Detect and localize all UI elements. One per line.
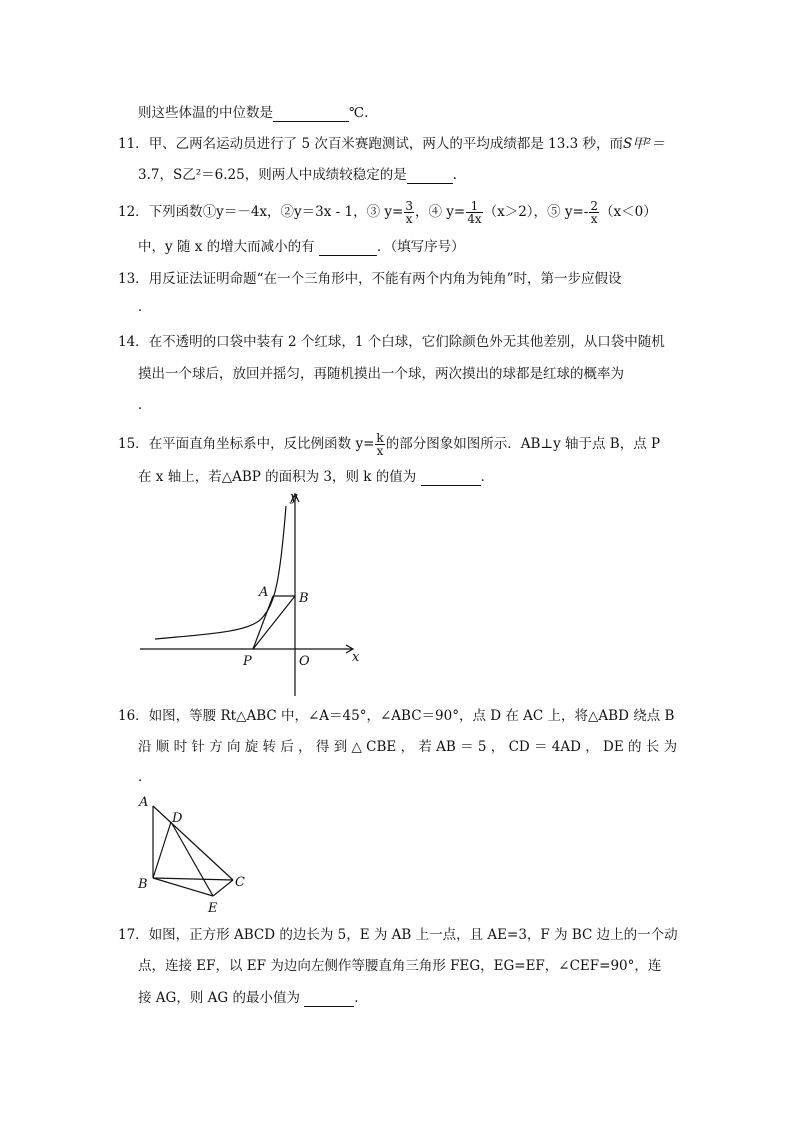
q15-line2 [138, 468, 494, 486]
q11-variance-jia: S甲²＝ [623, 136, 665, 152]
q15-fraction [375, 432, 384, 457]
q10-text: 则这些体温的中位数是 [138, 105, 273, 121]
q16-line3 [138, 768, 152, 786]
q12-f4-denominator: 4x [467, 212, 482, 226]
q15-label-A: A [259, 585, 269, 600]
q15-label-O: O [299, 654, 310, 669]
q17-line2 [138, 957, 661, 975]
q13-line1 [118, 270, 622, 288]
q14-text2: 摸出一个球后，放回并摇匀，再随机摸出一个球，两次摸出的球都是红球的概率为 [138, 366, 624, 382]
q12-f4-fraction [466, 200, 482, 225]
q14-line2 [138, 365, 624, 383]
q12-line2 [138, 238, 465, 256]
q16-segment-AC [153, 806, 233, 880]
q12-line2-text: 中，y 随 x 的增大而减小的有 [138, 239, 315, 255]
q11-line2 [138, 166, 466, 184]
q11-answer-blank[interactable] [407, 169, 453, 184]
q12-f4-label: ，④ y= [414, 204, 466, 220]
q15-numerator: k [376, 431, 384, 445]
q17-text: 如图，正方形 ABCD 的边长为 5，E 为 AB 上一点，且 AE=3，F 为 BC 边上的一个动 [148, 927, 678, 943]
q16-text: 如图，等腰 Rt△ABC 中，∠A＝45°，∠ABC＝90°，点 D 在 AC 上，将△ABD 绕点 B [148, 708, 675, 724]
q17-text2: 点，连接 EF，以 EF 为边向左侧作等腰直角三角形 FEG，EG=EF，∠CEF=90°，连 [138, 958, 662, 974]
q15-label-y: y [290, 490, 298, 505]
q15-figure [130, 486, 370, 701]
q12-number: 12． [118, 204, 149, 220]
q14-number: 14． [118, 334, 149, 350]
q15-line2-end: ． [480, 469, 495, 485]
q12-answer-blank[interactable] [319, 241, 377, 256]
q17-line1 [118, 926, 678, 944]
q16-label-A: A [139, 795, 149, 810]
q12-f1: ①y＝－4x， [202, 204, 281, 220]
q16-figure [130, 790, 260, 920]
q16-segment-BD [153, 822, 171, 878]
q13-text: 用反证法证明命题“在一个三角形中，不能有两个内角为钝角”时，第一步应假设 [148, 271, 622, 287]
q12-f5-denominator: x [590, 212, 598, 226]
q16-label-D: D [172, 811, 183, 826]
q12-f3-label: ③ y= [366, 204, 404, 220]
q12-f5-label: ⑤ y=- [547, 204, 589, 220]
q17-end: ． [354, 990, 368, 1006]
q15-pre: 在平面直角坐标系中，反比例函数 y= [148, 436, 375, 452]
q16-label-B: B [138, 877, 148, 892]
q10-unit: ℃. [349, 105, 369, 121]
q14-line3 [138, 396, 152, 414]
q11-text: 甲、乙两名运动员进行了 5 次百米赛跑测试，两人的平均成绩都是 13.3 秒，而 [148, 136, 623, 152]
q15-line1 [118, 432, 660, 457]
q15-line2-text: 在 x 轴上，若△ABP 的面积为 3，则 k 的值为 [138, 469, 417, 485]
q13-line2 [138, 298, 152, 316]
q11-text2: 3.7， [138, 167, 173, 183]
q14-line1 [118, 333, 665, 351]
q10-line [138, 104, 368, 122]
q14-text: 在不透明的口袋中装有 2 个红球，1 个白球，它们除颜色外无其他差别，从口袋中随机 [148, 334, 665, 350]
q14-answer-dot: ． [138, 397, 152, 413]
q12-f4-cond: （x＞2）， [483, 204, 548, 220]
q13-number: 13． [118, 271, 149, 287]
q12-f5-numerator: 2 [590, 199, 598, 213]
q16-segment-CE [213, 880, 233, 896]
q16-text2: 沿 顺 时 针 方 向 旋 转 后 ， 得 到 △ CBE ， 若 AB ＝ 5 ， CD ＝ 4AD ， DE 的 长 为 [138, 739, 678, 755]
q12-line2-post: ．（填写序号） [376, 239, 465, 255]
q17-text3: 接 AG，则 AG 的最小值为 [138, 990, 300, 1006]
q15-segment-BP [253, 596, 295, 649]
q16-line2 [138, 738, 677, 756]
q12-line1 [118, 200, 657, 225]
q17-number: 17． [118, 927, 149, 943]
q12-f5-cond: （x＜0） [600, 204, 657, 220]
q15-hyperbola-curve [155, 506, 286, 639]
q11-variance-yi: S乙²＝6.25，则两人中成绩较稳定的是 [172, 167, 407, 183]
q15-label-P: P [243, 654, 252, 669]
q12-f3-numerator: 3 [405, 199, 413, 213]
q16-label-C: C [235, 875, 245, 890]
q12-f3-denominator: x [405, 212, 413, 226]
q10-answer-blank[interactable] [273, 107, 349, 122]
q12-f5-fraction [589, 200, 599, 225]
q17-line3 [138, 989, 368, 1007]
q15-label-B: B [299, 591, 309, 606]
q16-segment-BC [153, 878, 233, 880]
q12-pre: 下列函数 [148, 204, 203, 220]
q15-denominator: x [376, 444, 384, 458]
q11-line1 [118, 135, 665, 153]
q16-line1 [118, 707, 674, 725]
q11-number: 11． [118, 136, 149, 152]
q16-label-E: E [208, 901, 218, 916]
q11-end: ． [452, 167, 467, 183]
q16-number: 16． [118, 708, 149, 724]
q17-answer-blank[interactable] [304, 992, 354, 1007]
q12-f3-fraction [404, 200, 414, 225]
q15-label-x: x [352, 650, 360, 665]
q15-post: 的部分图象如图所示．AB⊥y 轴于点 B，点 P [385, 436, 661, 452]
q16-answer-dot: ． [138, 769, 152, 785]
q12-f4-numerator: 1 [466, 200, 482, 213]
q13-answer-dot: ． [138, 299, 152, 315]
q15-number: 15． [118, 436, 149, 452]
q12-f2: ②y＝3x - 1， [280, 204, 367, 220]
q15-answer-blank[interactable] [421, 471, 481, 486]
